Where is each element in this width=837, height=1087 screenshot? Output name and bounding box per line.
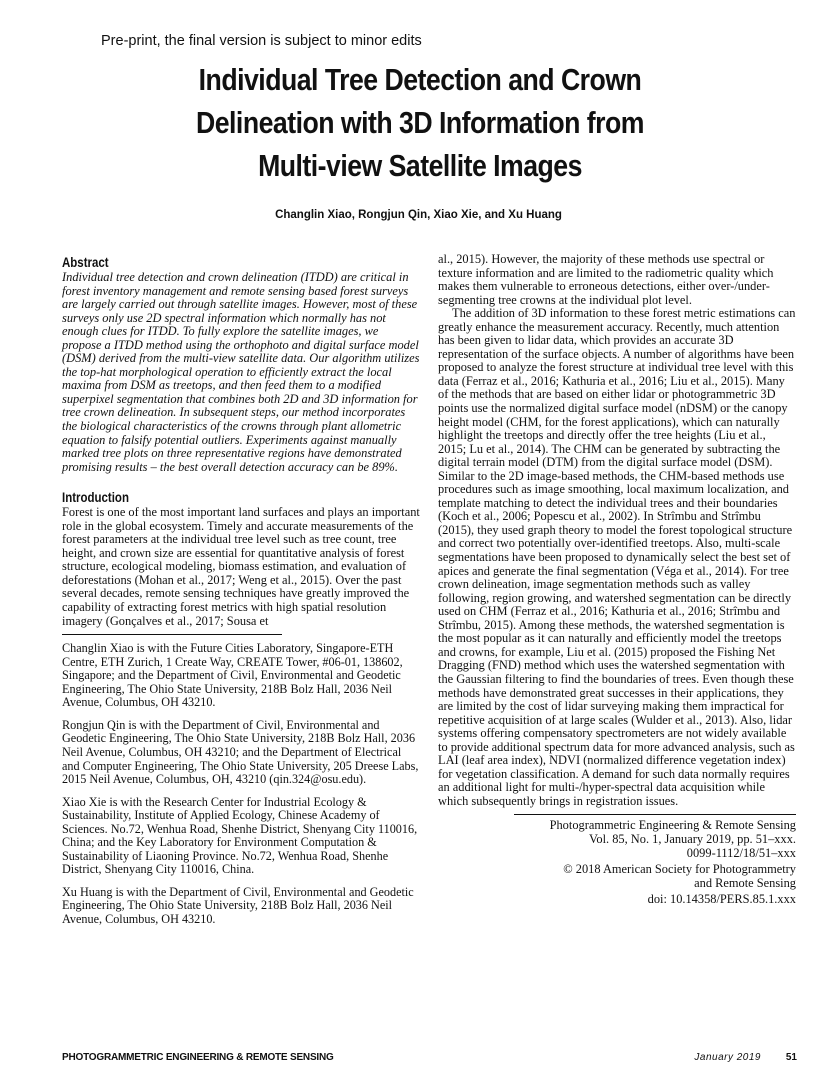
- volume-info: Vol. 85, No. 1, January 2019, pp. 51–xxx.: [589, 831, 796, 846]
- abstract-heading: Abstract: [62, 254, 109, 270]
- paper-title: [153, 58, 686, 187]
- title-line-3: Multi-view Satellite Images: [258, 148, 582, 183]
- page-number: 51: [785, 1052, 797, 1063]
- footer-date: January 2019: [694, 1052, 761, 1063]
- introduction-paragraph-1-end: al., 2015). However, the majority of these methods use spectral or texture information and are limited to the radiometric quality which makes them vulnerable to erroneous detections, either over-/under- segmenting tree crowns at the individual plot level.: [438, 252, 774, 307]
- copyright-line-1: © 2018 American Society for Photogrammetry: [563, 862, 796, 877]
- title-line-2: Delineation with 3D Information from: [195, 105, 644, 140]
- footnote-author-4: Xu Huang is with the Department of Civil, Environmental and Geodetic Engineering, The Ohio State University, 218B Bolz Hall, 2036 Neil Avenue, Columbus, OH 43210.: [62, 884, 414, 926]
- author-list: Changlin Xiao, Rongjun Qin, Xiao Xie, and Xu Huang: [275, 209, 562, 221]
- preprint-note: Pre-print, the final version is subject to minor edits: [101, 33, 422, 49]
- doi: doi: 10.14358/PERS.85.1.xxx: [647, 892, 796, 907]
- footer-journal-name: PHOTOGRAMMETRIC ENGINEERING & REMOTE SENSING: [62, 1052, 334, 1063]
- title-line-1: Individual Tree Detection and Crown: [198, 62, 642, 97]
- introduction-paragraph-1-start: Forest is one of the most important land surfaces and plays an important role in the global ecosystem. Timely and accurate measurements of the forest parameters at the individual tree level such as tree count, tree height, and crown size are essential for quantitative analysis of forest structure, ecological modeling, biomass estimation, and evaluation of deforestations (Mohan et al., 2017; Weng et al., 2015). Over the past several decades, remote sensing techniques have greatly improved the capability of extracting forest metrics with high spatial resolution imagery (Gonçalves et al., 2017; Sousa et: [62, 505, 420, 628]
- section-gap: [62, 474, 420, 488]
- right-column: [438, 253, 796, 907]
- footnote-author-3: Xiao Xie is with the Research Center for Industrial Ecology & Sustainability, Institute of Applied Ecology, Chinese Academy of Sciences. No.72, Wenhua Road, Shenhe District, Shenyang City 110016, China; and the Key Laboratory for Environment Computation & Sustainability of Liaoning Province. No.72, Wenhua Road, Shenhe District, Shenyang City 110016, China.: [62, 794, 418, 877]
- copyright-line-2: and Remote Sensing: [694, 875, 796, 890]
- introduction-paragraph-2: The addition of 3D information to these forest metric estimations can greatly enhance the measurement accuracy. Recently, much attention has been given to lidar data, which provides an accurate 3D representation of the surface objects. A number of algorithms have been proposed to analyze the forest structure at individual tree level with this data (Ferraz et al., 2016; Kathuria et al., 2016; Liu et al., 2015). Many of the methods that are based on either lidar or photogrammetric 3D points use the normalized digital surface model (nDSM) or the canopy height model (CHM, for the forest applications), which can naturally highlight the treetops and directly offer the tree heights (Liu et al., 2015; Lu et al., 2014). The CHM can be generated by subtracting the digital terrain model (DTM) from the digital surface model (DSM). Similar to the 2D image-based methods, the CHM-based methods use procedures such as image smoothing, local maximum localization, and template matching to detect the individual trees and their boundaries (Koch et al., 2006; Popescu et al., 2002). In Strîmbu and Strîmbu (2015), they used graph theory to model the forest topological structure and correct two potentially over-identified treetops. Also, multi-scale segmentations have been proposed to dynamically select the best set of apices and generate the final segmentation (Véga et al., 2014). For tree crown delineation, image segmentation methods such as valley following, region growing, and watershed segmentation can be directly used on CHM (Ferraz et al., 2016; Kathuria et al., 2016; Strîmbu and Strîmbu, 2015). Among these methods, the watershed segmentation is the most popular as it can naturally and efficiently model the treetops and crowns, for example, Liu et al. (2015) proposed the Fishing Net Dragging (FND) method which uses the watershed segmentation with the Gaussian filtering to find the boundaries of trees. Even though these methods have demonstrated great successes in their applications, they are limited by the cost of lidar surveying making them impractical for repetitive acquisition of at large scales (Wulder et al., 2013). Also, lidar systems offering compensatory spectrometers are not widely available to provide additional spectrum data for more advanced analysis, such as LAI (leaf area index), NDVI (normalized difference vegetation index) for vegetation classification. A demand for such data normally requires an additional light for multi-/hyper-spectral data acquisition while which subsequently brings in registration issues.: [438, 306, 796, 808]
- publication-info: [438, 819, 796, 906]
- introduction-heading: Introduction: [62, 489, 129, 506]
- footnote-author-2: Rongjun Qin is with the Department of Civil, Environmental and Geodetic Engineering, The Ohio State University, 218B Bolz Hall, 2036 Neil Avenue, Columbus, OH 43210; and the Department of Electrical and Computer Engineering, The Ohio State University, 205 Dreese Labs, 2015 Neil Avenue, Columbus, OH, 43210 (qin.324@osu.edu).: [62, 717, 419, 787]
- left-column: [62, 253, 420, 936]
- page-footer: [62, 1052, 797, 1066]
- journal-name: Photogrammetric Engineering & Remote Sensing: [549, 818, 796, 833]
- footnote-author-1: Changlin Xiao is with the Future Cities Laboratory, Singapore-ETH Centre, ETH Zurich, 1 Create Way, CREATE Tower, #06-01, 138602, Singapore; and the Department of Civil, Environmental and Geodetic Engineering, The Ohio State University, 218B Bolz Hall, 2036 Neil Avenue, Columbus, OH 43210.: [62, 641, 403, 710]
- abstract-text: Individual tree detection and crown delineation (ITDD) are critical in forest inventory management and remote sensing based forest surveys are largely carried out through satellite images. However, most of these surveys only use 2D spectral information which normally has not enough clues for ITDD. To fully explore the satellite images, we propose a ITDD method using the orthophoto and digital surface model (DSM) derived from the multi-view satellite data. Our algorithm utilizes the top-hat morphological operation to efficiently extract the local maxima from DSM as treetops, and then feed them to a modified superpixel segmentation that combines both 2D and 3D information for tree crown delineation. In subsequent steps, our method incorporates the biological characteristics of the crowns through plant allometric equation to falsify potential outliers. Experiments against manually marked tree plots on three representative regions have demonstrated promising results – the best overall detection accuracy can be 89%.: [62, 270, 420, 474]
- issn: 0099-1112/18/51–xxx: [686, 845, 796, 860]
- publication-divider: [514, 814, 796, 815]
- footnote-divider: [62, 634, 282, 635]
